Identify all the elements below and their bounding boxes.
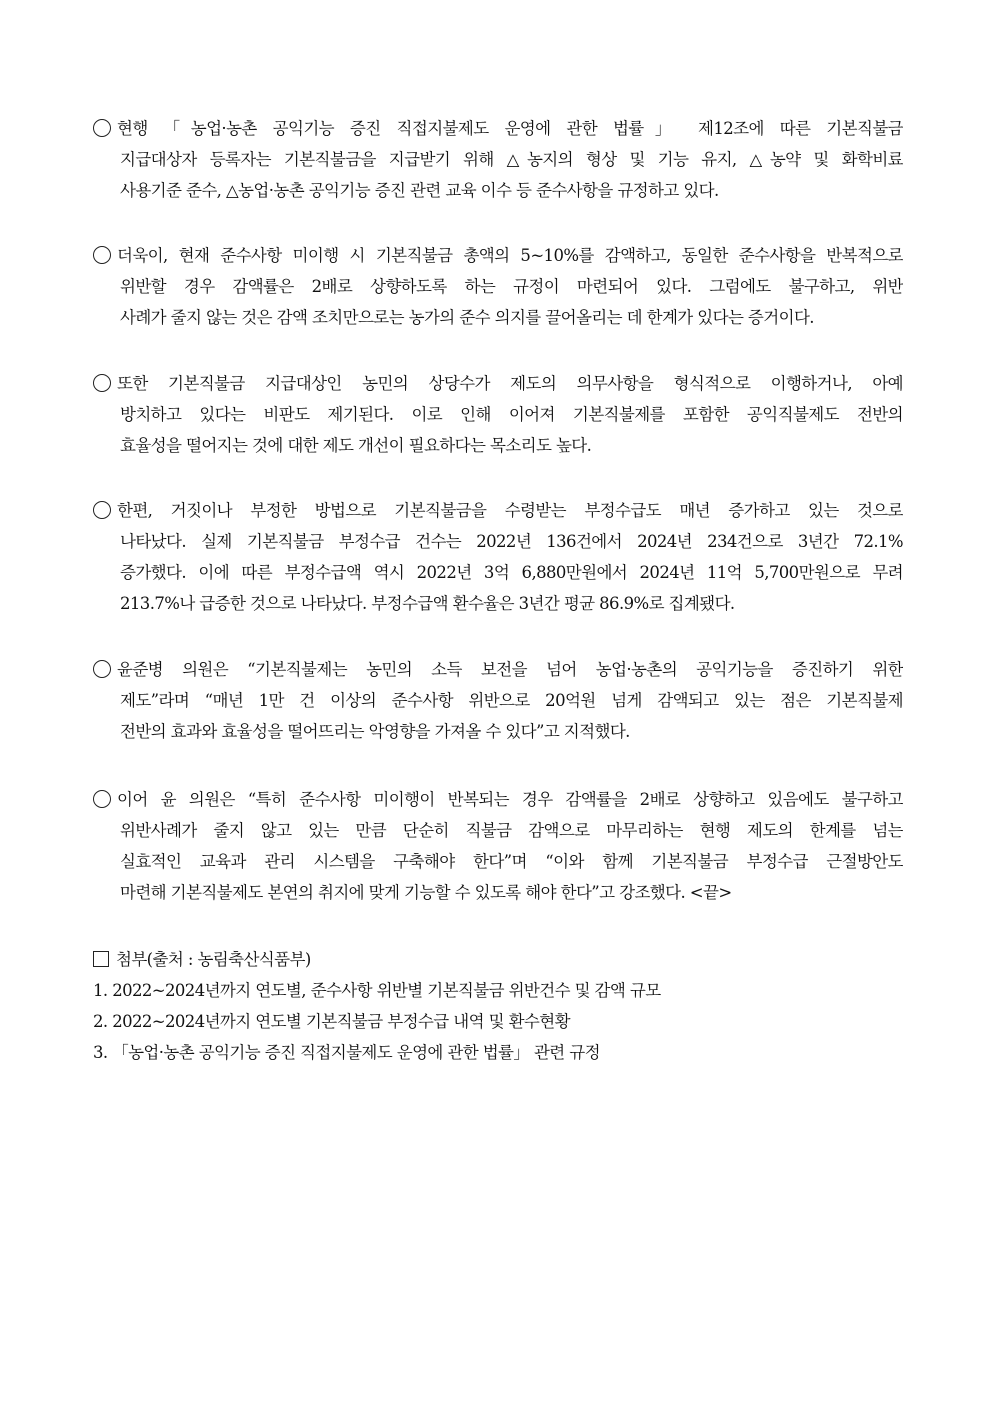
paragraph-line: 위반사례가 줄지 않고 있는 만큼 단순히 직불금 감액으로 마무리하는 현행 제도의 한계를 넘는 <box>120 821 903 840</box>
circle-bullet-icon <box>93 374 111 392</box>
circle-bullet-icon <box>93 501 111 519</box>
paragraph-line: 윤준병 의원은 “기본직불제는 농민의 소득 보전을 넘어 농업·농촌의 공익기능을 증진하기 위한 <box>117 660 903 679</box>
attachment-item: 2. 2022~2024년까지 연도별 기본직불금 부정수급 내역 및 환수현황 <box>93 1012 570 1031</box>
paragraph-2 <box>93 240 903 333</box>
paragraph-line: 현행 「농업·농촌 공익기능 증진 직접지불제도 운영에 관한 법률」 제12조에 따른 기본직불금 <box>117 119 903 138</box>
paragraph-line: 이어 윤 의원은 “특히 준수사항 미이행이 반복되는 경우 감액률을 2배로 상향하고 있음에도 불구하고 <box>117 790 903 809</box>
paragraph-line: 제도”라며 “매년 1만 건 이상의 준수사항 위반으로 20억원 넘게 감액되고 있는 점은 기본직불제 <box>120 691 903 710</box>
paragraph-line: 효율성을 떨어지는 것에 대한 제도 개선이 필요하다는 목소리도 높다. <box>120 436 592 455</box>
attachment-item: 1. 2022~2024년까지 연도별, 준수사항 위반별 기본직불금 위반건수 및 감액 규모 <box>93 981 661 1000</box>
paragraph-line: 전반의 효과와 효율성을 떨어뜨리는 악영향을 가져올 수 있다”고 지적했다. <box>120 722 630 741</box>
paragraph-line: 실효적인 교육과 관리 시스템을 구축해야 한다”며 “이와 함께 기본직불금 부정수급 근절방안도 <box>120 852 903 871</box>
attachment-section <box>93 944 893 1068</box>
paragraph-6 <box>93 784 903 908</box>
circle-bullet-icon <box>93 119 111 137</box>
paragraph-line: 지급대상자 등록자는 기본직불금을 지급받기 위해 △농지의 형상 및 기능 유지, △농약 및 화학비료 <box>120 150 903 169</box>
paragraph-line: 방치하고 있다는 비판도 제기된다. 이로 인해 이어져 기본직불제를 포함한 공익직불제도 전반의 <box>120 405 903 424</box>
circle-bullet-icon <box>93 246 111 264</box>
paragraph-line: 사용기준 준수, △농업·농촌 공익기능 증진 관련 교육 이수 등 준수사항을 규정하고 있다. <box>120 181 719 200</box>
paragraph-line: 나타났다. 실제 기본직불금 부정수급 건수는 2022년 136건에서 2024년 234건으로 3년간 72.1% <box>120 532 903 551</box>
paragraph-line: 사례가 줄지 않는 것은 감액 조치만으로는 농가의 준수 의지를 끌어올리는 데 한계가 있다는 증거이다. <box>120 308 814 327</box>
paragraph-line: 마련해 기본직불제도 본연의 취지에 맞게 기능할 수 있도록 해야 한다”고 강조했다. <끝> <box>120 883 732 902</box>
paragraph-line: 213.7%나 급증한 것으로 나타났다. 부정수급액 환수율은 3년간 평균 86.9%로 집계됐다. <box>120 594 735 613</box>
paragraph-line: 위반할 경우 감액률은 2배로 상향하도록 하는 규정이 마련되어 있다. 그럼에도 불구하고, 위반 <box>120 277 903 296</box>
paragraph-3 <box>93 368 903 461</box>
circle-bullet-icon <box>93 660 111 678</box>
paragraph-line: 또한 기본직불금 지급대상인 농민의 상당수가 제도의 의무사항을 형식적으로 이행하거나, 아예 <box>117 374 903 393</box>
paragraph-1 <box>93 113 903 206</box>
paragraph-line: 한편, 거짓이나 부정한 방법으로 기본직불금을 수령받는 부정수급도 매년 증가하고 있는 것으로 <box>117 501 903 520</box>
circle-bullet-icon <box>93 790 111 808</box>
attachment-heading: 첨부(출처 : 농림축산식품부) <box>116 950 311 969</box>
square-bullet-icon <box>93 951 109 967</box>
paragraph-line: 증가했다. 이에 따른 부정수급액 역시 2022년 3억 6,880만원에서 2024년 11억 5,700만원으로 무려 <box>120 563 903 582</box>
paragraph-4 <box>93 495 903 619</box>
paragraph-5 <box>93 654 903 747</box>
paragraph-line: 더욱이, 현재 준수사항 미이행 시 기본직불금 총액의 5~10%를 감액하고, 동일한 준수사항을 반복적으로 <box>117 246 903 265</box>
attachment-item: 3. 「농업·농촌 공익기능 증진 직접지불제도 운영에 관한 법률」 관련 규정 <box>93 1043 600 1062</box>
